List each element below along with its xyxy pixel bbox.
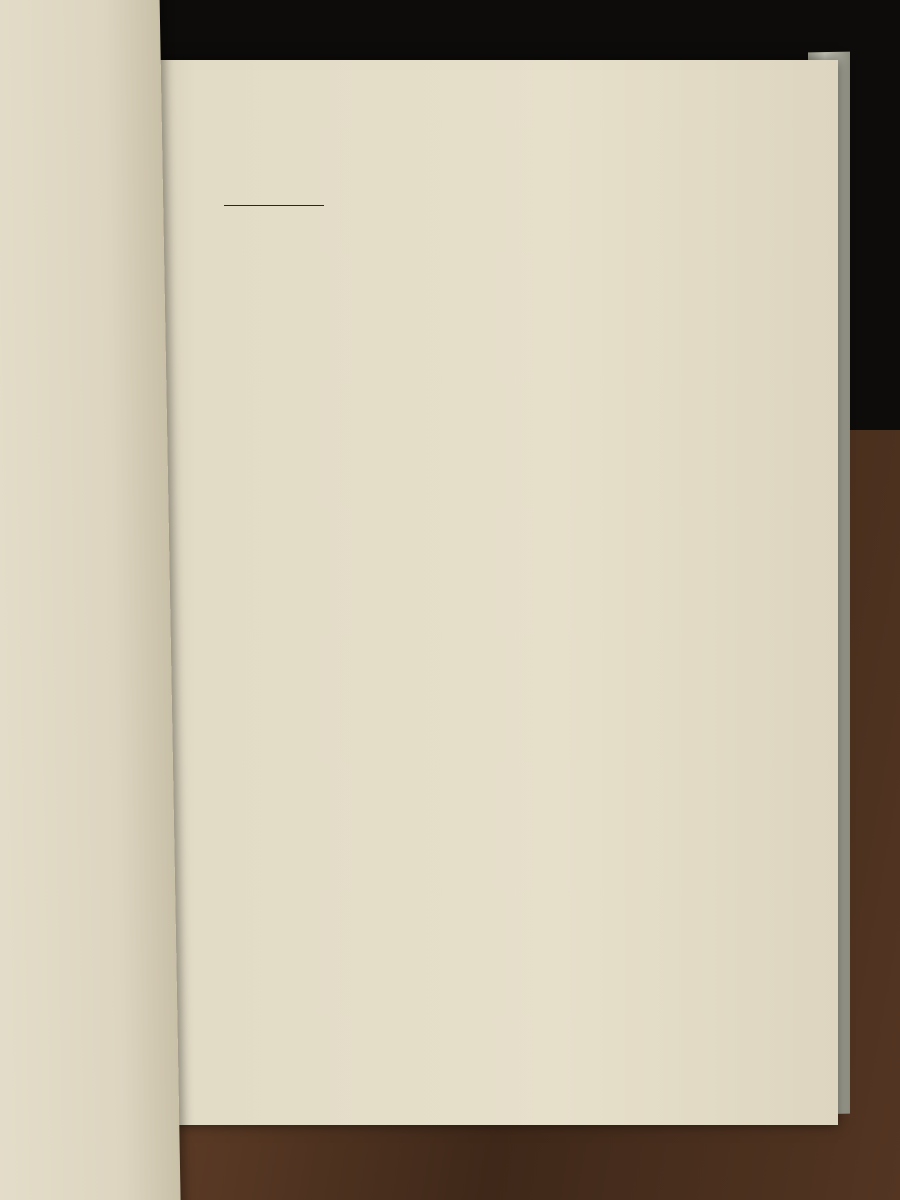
right-page-text xyxy=(198,128,802,212)
right-page xyxy=(140,60,838,1125)
footnote-rule xyxy=(224,205,324,206)
left-page xyxy=(0,0,181,1200)
chapter-heading xyxy=(198,155,802,178)
